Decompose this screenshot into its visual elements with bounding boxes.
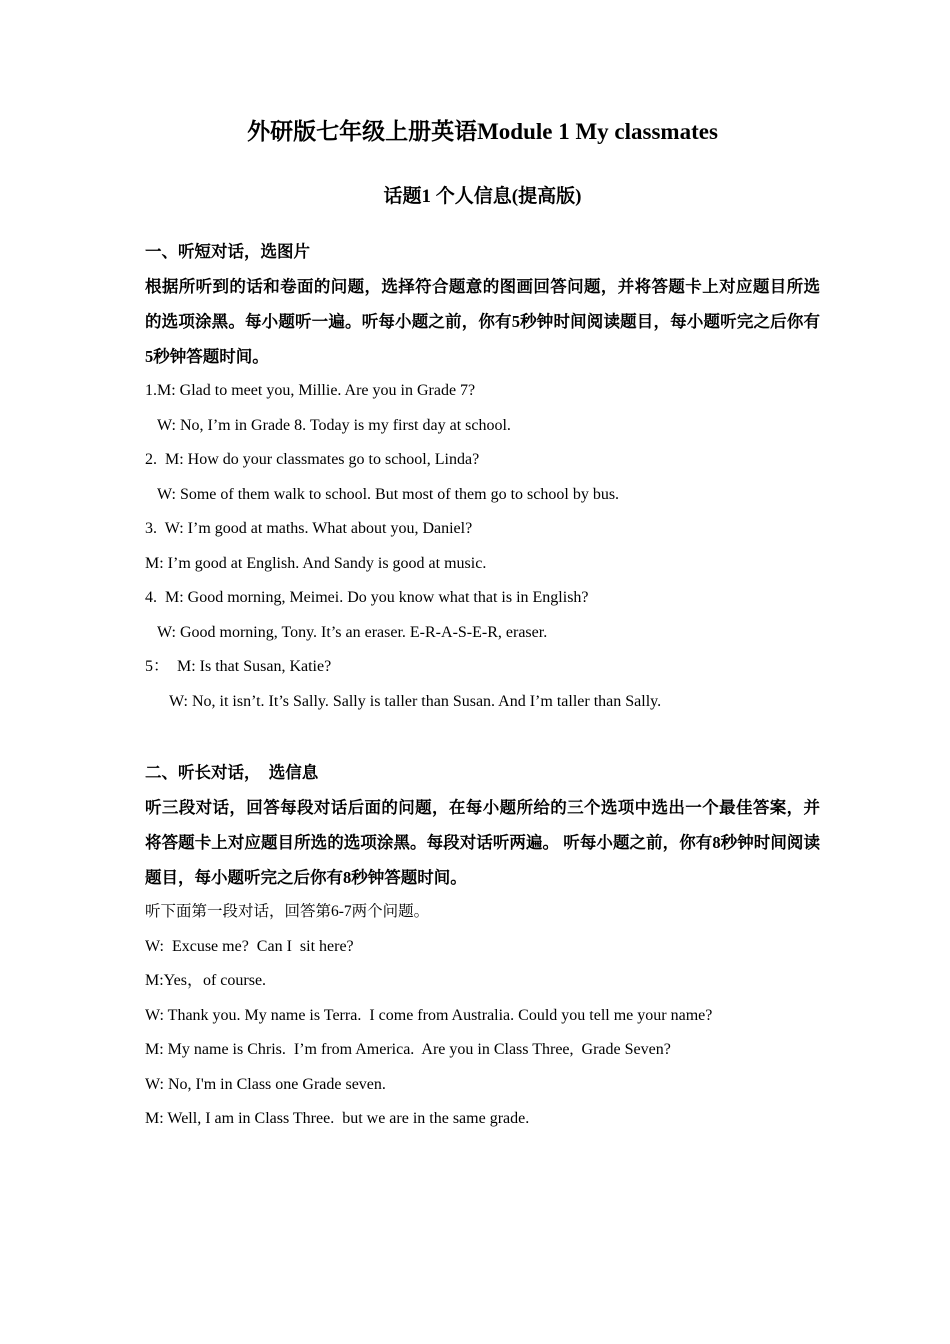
dialogue-line: M: Well, I am in Class Three. but we are in the same grade. <box>145 1110 530 1127</box>
section-short-dialogues <box>145 234 820 719</box>
section1-instructions: 根据所听到的话和卷面的问题，选择符合题意的图画回答问题，并将答题卡上对应题目所选的选项涂黑。每小题听一遍。听每小题之前，你有5秒钟时间阅读题目，每小题听完之后你有5秒钟答题时间。 <box>145 277 820 366</box>
dialogue-line: M: My name is Chris. I’m from America. Are you in Class Three, Grade Seven? <box>145 1041 671 1058</box>
section2-note: 听下面第一段对话，回答第6-7两个问题。 <box>145 903 430 920</box>
dialogue-line: 4. M: Good morning, Meimei. Do you know what that is in English? <box>145 589 589 606</box>
dialogue-line: 5： M: Is that Susan, Katie? <box>145 658 332 675</box>
dialogue-line: W: No, I’m in Grade 8. Today is my first day at school. <box>145 416 511 434</box>
dialogue-line: W: Some of them walk to school. But most of them go to school by bus. <box>145 485 620 503</box>
dialogue-line: W: No, I'm in Class one Grade seven. <box>145 1075 386 1093</box>
section2-heading: 二、听长对话， 选信息 <box>145 763 319 782</box>
dialogue-line: W: No, it isn’t. It’s Sally. Sally is taller than Susan. And I’m taller than Sally. <box>145 692 662 710</box>
dialogue-line: 2. M: How do your classmates go to school, Linda? <box>145 451 480 468</box>
section1-heading: 一、听短对话，选图片 <box>145 242 310 261</box>
document-title: 外研版七年级上册英语Module 1 My classmates <box>247 119 718 144</box>
section2-instructions: 听三段对话，回答每段对话后面的问题，在每小题所给的三个选项中选出一个最佳答案，并将答题卡上对应题目所选的选项涂黑。每段对话听两遍。 听每小题之前，你有8秒钟时间阅读题目，每小题听完之后你有8秒钟答题时间。 <box>145 798 821 887</box>
section-long-dialogues <box>145 755 820 1137</box>
dialogue-line: M: I’m good at English. And Sandy is good at music. <box>145 554 487 572</box>
dialogue-line: 3. W: I’m good at maths. What about you, Daniel? <box>145 520 473 537</box>
dialogue-line: 1.M: Glad to meet you, Millie. Are you in Grade 7? <box>145 382 476 399</box>
dialogue-line: W: Excuse me? Can I sit here? <box>145 937 354 955</box>
dialogue-line: W: Thank you. My name is Terra. I come from Australia. Could you tell me your name? <box>145 1006 713 1024</box>
dialogue-line: W: Good morning, Tony. It’s an eraser. E-R-A-S-E-R, eraser. <box>145 623 548 641</box>
document-subtitle: 话题1 个人信息(提高版) <box>383 186 582 207</box>
dialogue-line: M:Yes，of course. <box>145 972 267 989</box>
